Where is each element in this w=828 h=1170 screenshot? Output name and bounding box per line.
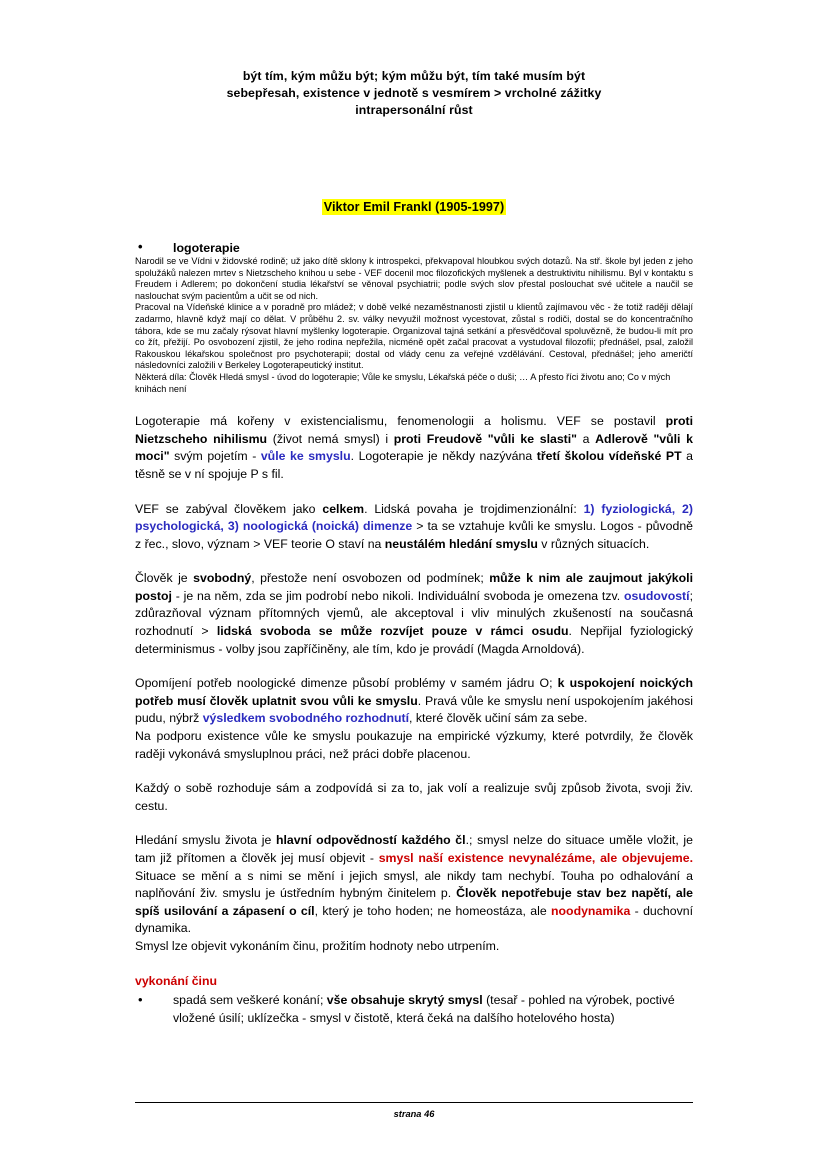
text-run: Člověk je	[135, 571, 194, 586]
text-run: . Nepřijal fyziologický determinismus - volby jsou zapříčiněny, ale tím, kdo je provádí (Magda Arnoldová).	[135, 624, 694, 656]
text-run: , který je toho hoden; ne homeostáza, ale	[314, 903, 552, 918]
bold-run: proti Nietzscheho nihilismu	[135, 414, 693, 446]
vykonani-bullet-list	[135, 992, 693, 1027]
text-run: . Lidská povaha je trojdimenzionální:	[364, 501, 584, 516]
text-run: (tesař - pohled na výrobek, poctivé vložené úsilí; uklízečka - smysl v čistotě, která čeká na dalšího hotelového hosta)	[173, 993, 675, 1025]
text-run: Situace se mění a s nimi se mění i jejich smysl, ale nikdy tam nechybí. Touha po odhalování a naplňování živ. smyslu je ústředním hybným činitelem p.	[135, 868, 693, 901]
bold-run: Adlerově "vůli k moci"	[135, 431, 693, 464]
list-item	[135, 992, 693, 1027]
bio-paragraph-3: Některá díla: Člověk Hledá smysl - úvod do logoterapie; Vůle ke smyslu, Lékařská péče o duši; … A přesto říci životu ano; Co v mých knihách není	[135, 371, 671, 394]
emphasis-blue: osudovostí	[623, 588, 690, 603]
paragraph-hledani	[135, 832, 693, 938]
bold-run: může k nim ale zaujmout jakýkoli postoj	[135, 571, 693, 603]
page-title-text: Viktor Emil Frankl (1905-1997)	[323, 200, 505, 214]
emphasis-blue: vůle ke smyslu	[260, 449, 351, 464]
document-body	[135, 198, 693, 1027]
text-run: .; smysl nelze do situace uměle vložit, je tam již přítomen a člověk jej musí objevit -	[135, 833, 693, 865]
list-item	[135, 240, 693, 256]
subheading-vykonani-cinu	[135, 973, 693, 991]
footer-divider	[135, 1102, 693, 1103]
biography-block	[135, 256, 693, 395]
bold-run: lidská svoboda se může rozvíjet pouze v rámci osudu	[216, 624, 569, 639]
text-run: svým pojetím -	[169, 449, 261, 464]
text-run: - duchovní dynamika.	[135, 903, 693, 936]
bold-run: neustálém hledání smyslu	[384, 536, 538, 551]
text-run: , které člověk učiní sám za sebe.	[409, 711, 588, 726]
subheading-text: vykonání činu	[135, 973, 218, 988]
lead-bullet-label: logoterapie	[173, 241, 240, 255]
paragraph-hledani-2: Smysl lze objevit vykonáním činu, prožitím hodnoty nebo utrpením.	[135, 938, 500, 953]
paragraph-noologicke	[135, 675, 693, 728]
paragraph-kazdy: Každý o sobě rozhoduje sám a zodpovídá si za to, jak volí a realizuje svůj způsob života, svoji živ. cestu.	[135, 781, 693, 813]
bold-run: svobodný	[193, 571, 252, 586]
bold-run: vše obsahuje skrytý smysl	[326, 993, 483, 1008]
footer-page-number: strana 46	[393, 1109, 435, 1119]
paragraph-koreny	[135, 413, 693, 483]
text-run: . Logoterapie je někdy nazývána	[350, 449, 537, 464]
paragraph-svoboda	[135, 570, 693, 658]
bold-run: celkem	[322, 501, 365, 516]
text-run: - je na něm, zda se jim podrobí nebo nikoli. Individuální svoboda je omezena tzv.	[171, 588, 624, 603]
page-header	[135, 68, 693, 119]
bold-run: k uspokojení noických potřeb musí člověk uplatnit svou vůli ke smyslu	[135, 676, 693, 708]
header-line-3: intrapersonální růst	[355, 103, 473, 117]
emphasis-red: noodynamika	[551, 903, 631, 918]
header-line-2: sebepřesah, existence v jednotě s vesmírem > vrcholné zážitky	[226, 86, 602, 100]
bold-run: třetí školou vídeňské PT	[536, 449, 682, 464]
bio-paragraph-2: Pracoval na Vídeňské klinice a v poradně pro mládež; v době velké nezaměstnanosti zjistil u klientů zajímavou věc - že totiž raději dělají zadarmo, hlavně když mají co dělat. V průběhu 2. sv. války nevyužil možnost vycestovat, zůstal s rodiči, dostal se do koncentračního tábora, kde se mu začaly rýsovat hlavní myšlenky logoterapie. Organizoval tajná setkání a přesvědčoval spoluvězně, že budou-li mít pro co žít, přežijí. Po osvobození zjistil, že jeho rodina nepřežila, nicméně opět začal pracovat a vystudoval filozofii; přednášel, psal, založil Rakouskou lékařskou společnost pro psychoterapii; dostal od vlády cenu za veřejné vzdělávání. Cestoval, přednášel; jeho američtí následovníci založili v Berkeley Logoterapeutický institut.	[135, 302, 693, 371]
text-run: a	[577, 431, 596, 446]
page-title	[135, 198, 693, 216]
emphasis-blue: 1) fyziologická, 2) psychologická, 3) noologická (noická) dimenze	[135, 501, 693, 534]
text-run: ; zdůrazňoval význam přítomných vjemů, ale akceptoval i vliv minulých zkušeností na současná rozhodnutí >	[135, 588, 693, 639]
text-run: , přestože není osvobozen od podmínek;	[251, 571, 490, 586]
text-run: v různých situacích.	[537, 536, 650, 551]
emphasis-blue: výsledkem svobodného rozhodnutí	[202, 711, 410, 726]
text-run: spadá sem veškeré konání;	[173, 993, 327, 1008]
lead-bullet-list	[135, 240, 693, 256]
text-run: (život nemá smysl) i	[267, 431, 394, 446]
bold-run: proti Freudově "vůli ke slasti"	[393, 431, 578, 446]
paragraph-noologicke-2: Na podporu existence vůle ke smyslu poukazuje na empirické výzkumy, které potvrdily, že člověk raději vykonává smysluplnou práci, než práci dobře placenou.	[135, 729, 693, 761]
text-run: Opomíjení potřeb noologické dimenze působí problémy v samém jádru O;	[135, 676, 558, 691]
emphasis-red: smysl naší existence nevynalézáme, ale objevujeme.	[378, 851, 693, 865]
text-run: VEF se zabýval člověkem jako	[135, 501, 323, 516]
text-run: > ta se vztahuje kvůli ke smyslu. Logos - původně z řec., slovo, význam > VEF teorie O staví na	[135, 519, 693, 551]
text-run: . Pravá vůle ke smyslu není uspokojením jakéhosi pudu, nýbrž	[135, 693, 693, 726]
header-line-1: být tím, kým můžu být; kým můžu být, tím také musím být	[242, 69, 586, 83]
bio-paragraph-1: Narodil se ve Vídni v židovské rodině; už jako dítě sklony k introspekci, překvapoval hloubkou svých dotazů. Na stř. škole byl jeden z jeho spolužáků nalezen mrtev s Nietzscheho knihou u sebe - VEF docenil moc filozofických myšlenek a destruktivitu nihilismu. Byl v kontaktu s Freudem i Adlerem; po dokončení studia lékařství se věnoval psychiatrii; podle svých slov přestal poslouchat své učitele a naučil se naslouchat svým pacientům a učit se od nich.	[135, 256, 693, 301]
text-run: Hledání smyslu života je	[135, 833, 276, 848]
text-run: Logoterapie má kořeny v existencialismu, fenomenologii a holismu. VEF se postavil	[135, 414, 666, 429]
bold-run: Člověk nepotřebuje stav bez napětí, ale spíš usilování a zápasení o cíl	[135, 886, 693, 918]
text-run: a těsně se v ní spojuje P s fil.	[135, 449, 693, 481]
bold-run: hlavní odpovědností každého čl	[275, 833, 466, 848]
paragraph-celek	[135, 501, 693, 554]
